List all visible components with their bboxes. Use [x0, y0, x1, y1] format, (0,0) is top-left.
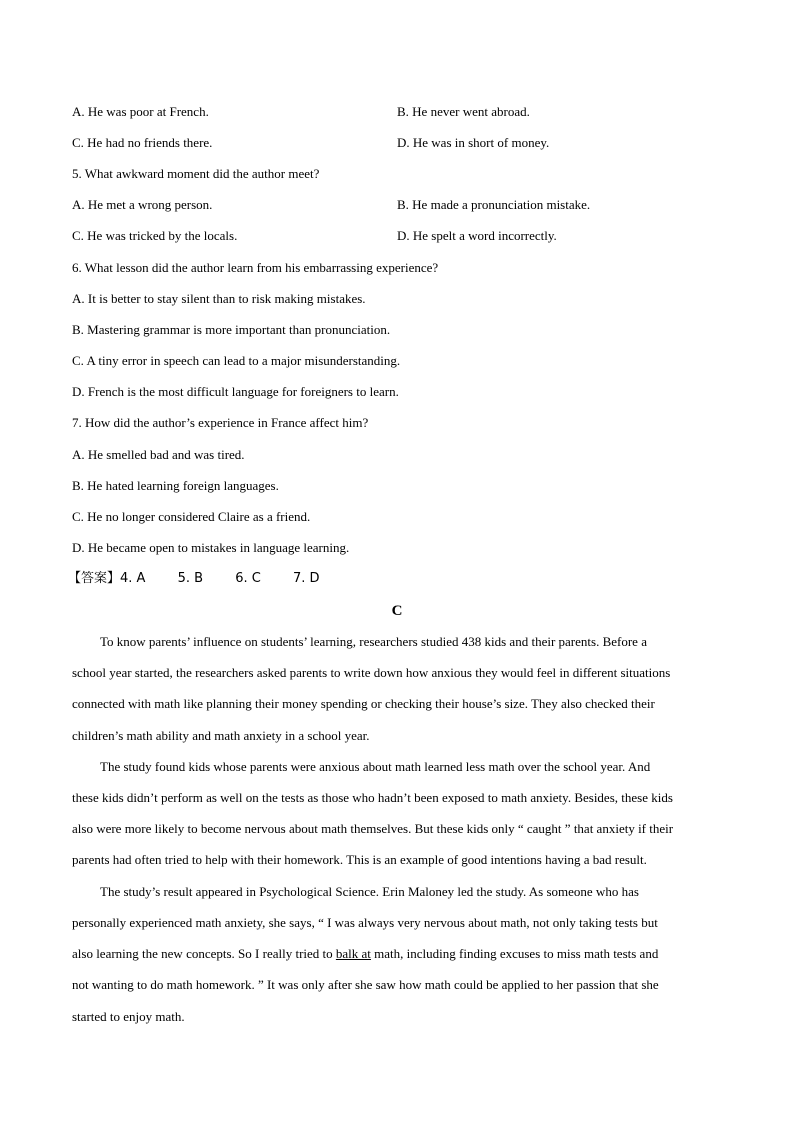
- answer-4: 4. A: [120, 571, 146, 586]
- q7-option-d: D. He became open to mistakes in language learning.: [72, 540, 350, 555]
- p1-line-3: connected with math like planning their money spending or checking their house’s size. They also checked their: [72, 696, 655, 711]
- q5-option-c: C. He was tricked by the locals.: [72, 228, 238, 243]
- q4-option-row-1: [72, 103, 722, 121]
- q6-option-a: A. It is better to stay silent than to risk making mistakes.: [72, 291, 366, 306]
- q5-option-row-2: [72, 227, 722, 245]
- q6-option-c: C. A tiny error in speech can lead to a major misunderstanding.: [72, 353, 401, 368]
- p2-line-1: The study found kids whose parents were anxious about math learned less math over the school year. And: [100, 759, 651, 774]
- q7-option-a: A. He smelled bad and was tired.: [72, 447, 245, 462]
- q7-question: 7. How did the author’s experience in France affect him?: [72, 415, 369, 430]
- q4-option-b: B. He never went abroad.: [397, 104, 530, 119]
- p3-line-1: The study’s result appeared in Psychological Science. Erin Maloney led the study. As someone who has: [100, 884, 639, 899]
- answer-key: [68, 570, 718, 588]
- q6-option-d: D. French is the most difficult language for foreigners to learn.: [72, 384, 399, 399]
- q6-option-b: B. Mastering grammar is more important than pronunciation.: [72, 322, 391, 337]
- answer-6: 6. C: [235, 571, 261, 586]
- section-heading: C: [391, 603, 403, 619]
- p2-line-4: parents had often tried to help with their homework. This is an example of good intentions having a bad result.: [72, 852, 647, 867]
- p3-line-4: not wanting to do math homework. ” It was only after she saw how math could be applied to her passion that she: [72, 977, 659, 992]
- p3-line-3-after: math, including finding excuses to miss math tests and: [370, 946, 659, 961]
- q5-option-b: B. He made a pronunciation mistake.: [397, 197, 591, 212]
- answer-key-label: 【答案】: [68, 571, 121, 586]
- p2-line-2: these kids didn’t perform as well on the tests as those who hadn’t been exposed to math anxiety. Besides, these kids: [72, 790, 673, 805]
- q5-question: 5. What awkward moment did the author meet?: [72, 166, 320, 181]
- p2-line-3: also were more likely to become nervous about math themselves. But these kids only “ caught ” that anxiety if their: [72, 821, 674, 836]
- q5-option-d: D. He spelt a word incorrectly.: [397, 228, 557, 243]
- p3-line-2: personally experienced math anxiety, she says, “ I was always very nervous about math, not only taking tests but: [72, 915, 658, 930]
- q6-question: 6. What lesson did the author learn from his embarrassing experience?: [72, 260, 439, 275]
- q4-option-row-2: [72, 134, 722, 152]
- q7-option-c: C. He no longer considered Claire as a friend.: [72, 509, 311, 524]
- q7-option-b: B. He hated learning foreign languages.: [72, 478, 279, 493]
- p3-line-3: [72, 945, 722, 963]
- answer-7: 7. D: [292, 571, 320, 586]
- p1-line-4: children’s math ability and math anxiety in a school year.: [72, 728, 370, 743]
- underlined-phrase: balk at: [335, 946, 371, 961]
- q5-option-row-1: [72, 196, 722, 214]
- p1-line-2: school year started, the researchers asked parents to write down how anxious they would feel in different situations: [72, 665, 671, 680]
- p3-line-5: started to enjoy math.: [72, 1009, 185, 1024]
- q4-option-a: A. He was poor at French.: [72, 104, 209, 119]
- answer-5: 5. B: [177, 571, 204, 586]
- q4-option-d: D. He was in short of money.: [397, 135, 550, 150]
- q4-option-c: C. He had no friends there.: [72, 135, 213, 150]
- p3-line-3-before: also learning the new concepts. So I really tried to: [72, 946, 336, 961]
- q5-option-a: A. He met a wrong person.: [72, 197, 213, 212]
- p1-line-1: To know parents’ influence on students’ learning, researchers studied 438 kids and their parents. Before a: [100, 634, 647, 649]
